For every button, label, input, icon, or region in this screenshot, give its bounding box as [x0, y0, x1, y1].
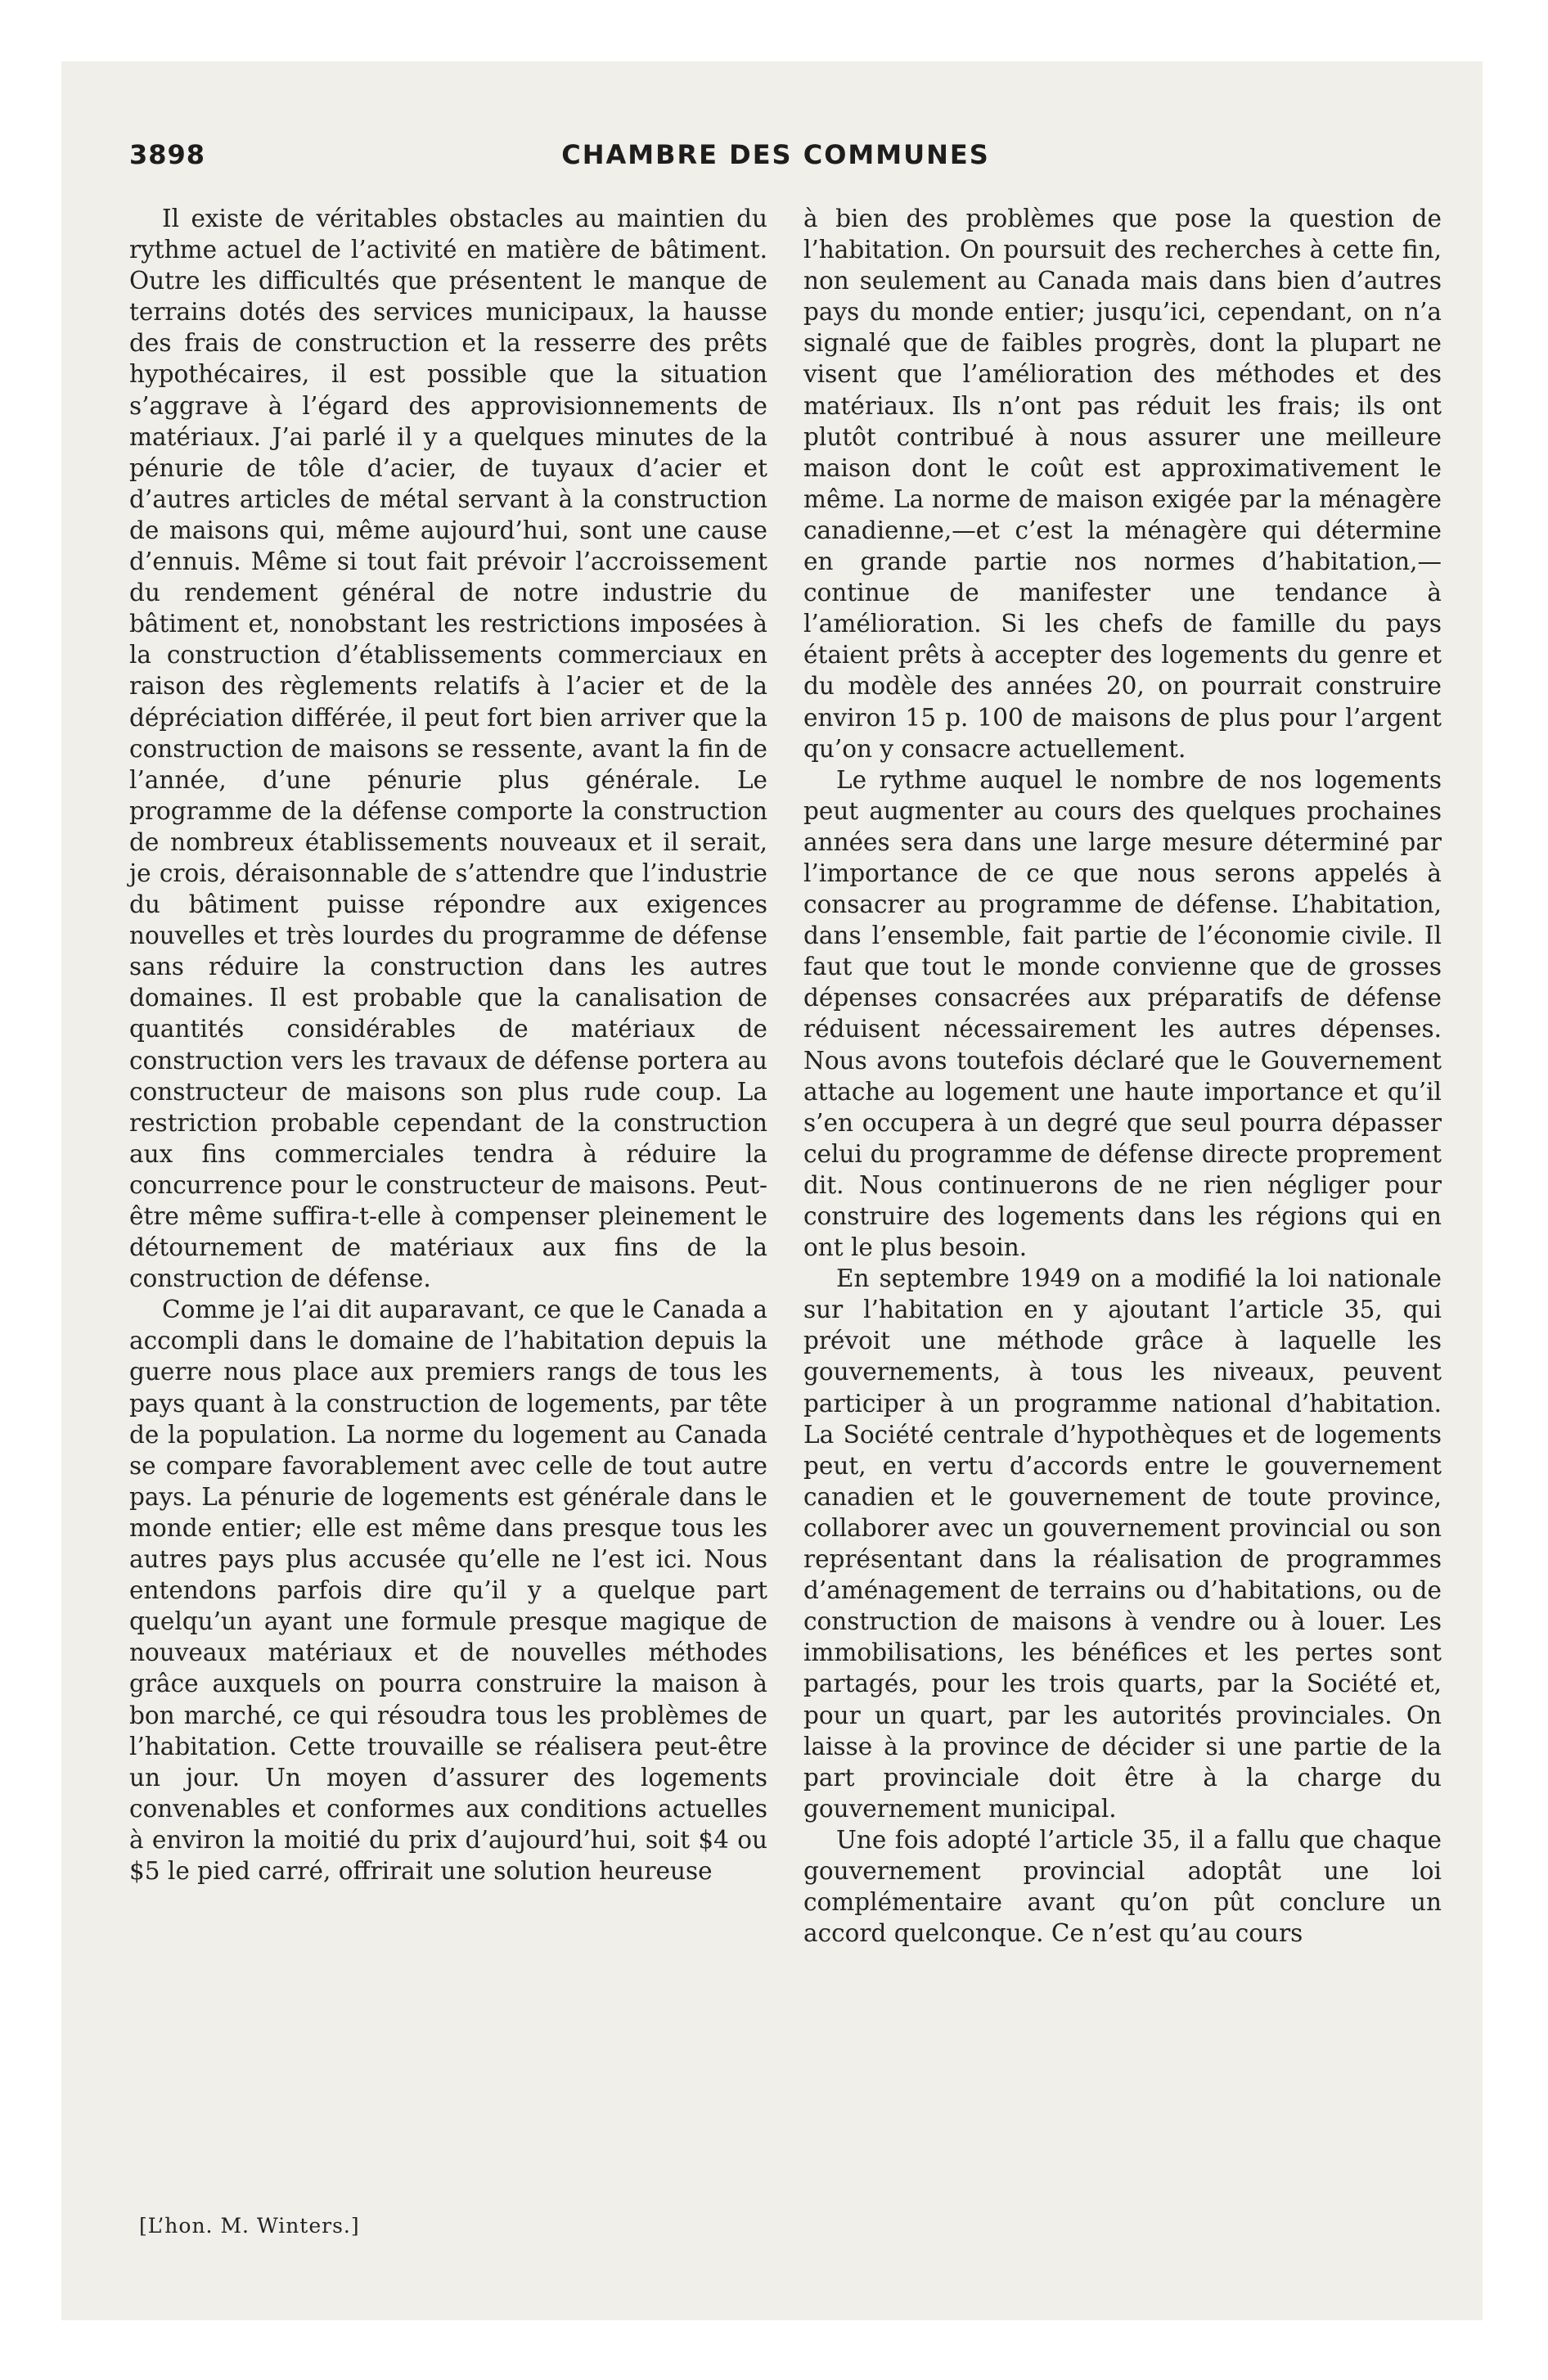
paragraph: Le rythme auquel le nombre de nos logements peut augmenter au cours des quelques prochaines années sera dans une large mesure déterminé par l’importance de ce que nous serons appelés à consacrer au programme de défense. L’habitation, dans l’ensemble, fait partie de l’économie civile. Il faut que tout le monde convienne que de grosses dépenses consacrées aux préparatifs de défense réduisent nécessairement les autres dépenses. Nous avons toutefois déclaré que le Gouvernement attache au logement une haute importance et qu’il s’en occupera à un degré que seul pourra dépasser celui du programme de défense directe proprement dit. Nous continuerons de ne rien négliger pour construire des logements dans les régions qui en ont le plus besoin.	[803, 765, 1442, 1262]
paragraph: Comme je l’ai dit auparavant, ce que le Canada a accompli dans le domaine de l’habitation depuis la guerre nous place aux premiers rangs de tous les pays quant à la construction de logements, par tête de la population. La norme du logement au Canada se compare favorablement avec celle de tout autre pays. La pénurie de logements est générale dans le monde entier; elle est même dans presque tous les autres pays plus accusée qu’elle ne l’est ici. Nous entendons parfois dire qu’il y a quelque part quelqu’un ayant une formule presque magique de nouveaux matériaux et de nouvelles méthodes grâce auxquels on pourra construire la maison à bon marché, ce qui résoudra tous les problèmes de l’habitation. Cette trouvaille se réalisera peut-être un jour. Un moyen d’assurer des logements convenables et conformes aux conditions actuelles à environ la moitié du prix d’aujourd’hui, soit $4 ou $5 le pied carré, offrirait une solution heureuse	[129, 1296, 767, 1885]
running-title: CHAMBRE DES COMMUNES	[561, 139, 990, 170]
right-column	[803, 203, 1442, 1949]
paragraph: En septembre 1949 on a modifié la loi nationale sur l’habitation en y ajoutant l’article 35, qui prévoit une méthode grâce à laquelle les gouvernements, à tous les niveaux, peuvent participer à un programme national d’habitation. La Société centrale d’hypothèques et de logements peut, en vertu d’accords entre le gouvernement canadien et le gouvernement de toute province, collaborer avec un gouvernement provincial ou son représentant dans la réalisation de programmes d’aménagement de terrains ou d’habitations, ou de construction de maisons à vendre ou à louer. Les immobilisations, les bénéfices et les pertes sont partagés, pour les trois quarts, par la Société et, pour un quart, par les autorités provinciales. On laisse à la province de décider si une partie de la part provinciale doit être à la charge du gouvernement municipal.	[803, 1264, 1442, 1823]
speaker-attribution: [L’hon. M. Winters.]	[139, 2214, 360, 2238]
page-header	[129, 139, 1422, 172]
paragraph: Une fois adopté l’article 35, il a fallu que chaque gouvernement provincial adoptât une loi complémentaire avant qu’on pût conclure un accord quelconque. Ce n’est qu’au cours	[803, 1825, 1442, 1948]
paragraph: Il existe de véritables obstacles au maintien du rythme actuel de l’activité en matière de bâtiment. Outre les difficultés que présentent le manque de terrains dotés des services municipaux, la hausse des frais de construction et la resserre des prêts hypothécaires, il est possible que la situation s’aggrave à l’égard des approvisionnements de matériaux. J’ai parlé il y a quelques minutes de la pénurie de tôle d’acier, de tuyaux d’acier et d’autres articles de métal servant à la construction de maisons qui, même aujourd’hui, sont une cause d’ennuis. Même si tout fait prévoir l’accroissement du rendement général de notre industrie du bâtiment et, nonobstant les restrictions imposées à la construction d’établissements commerciaux en raison des règlements relatifs à l’acier et de la dépréciation différée, il peut fort bien arriver que la construction de maisons se ressente, avant la fin de l’année, d’une pénurie plus générale. Le programme de la défense comporte la construction de nombreux établissements nouveaux et il serait, je crois, déraisonnable de s’attendre que l’industrie du bâtiment puisse répondre aux exigences nouvelles et très lourdes du programme de défense sans réduire la construction dans les autres domaines. Il est probable que la canalisation de quantités considérables de matériaux de construction vers les travaux de défense portera au constructeur de maisons son plus rude coup. La restriction probable cependant de la construction aux fins commerciales tendra à réduire la concurrence pour le constructeur de maisons. Peut-être même suffira-t-elle à compenser pleinement le détournement de matériaux aux fins de la construction de défense.	[129, 205, 767, 1293]
left-column	[129, 203, 767, 1886]
paragraph-continued: à bien des problèmes que pose la question de l’habitation. On poursuit des recherches à cette fin, non seulement au Canada mais dans bien d’autres pays du monde entier; jusqu’ici, cependant, on n’a signalé que de faibles progrès, dont la plupart ne visent que l’amélioration des méthodes et des matériaux. Ils n’ont pas réduit les frais; ils ont plutôt contribué à nous assurer une meilleure maison dont le coût est approximativement le même. La norme de maison exigée par la ménagère canadienne,—et c’est la ménagère qui détermine en grande partie nos normes d’habitation,—continue de manifester une tendance à l’amélioration. Si les chefs de famille du pays étaient prêts à accepter des logements du genre et du modèle des années 20, on pourrait construire environ 15 p. 100 de maisons de plus pour l’argent qu’on y consacre actuellement.	[803, 205, 1442, 763]
page-number: 3898	[129, 139, 206, 170]
